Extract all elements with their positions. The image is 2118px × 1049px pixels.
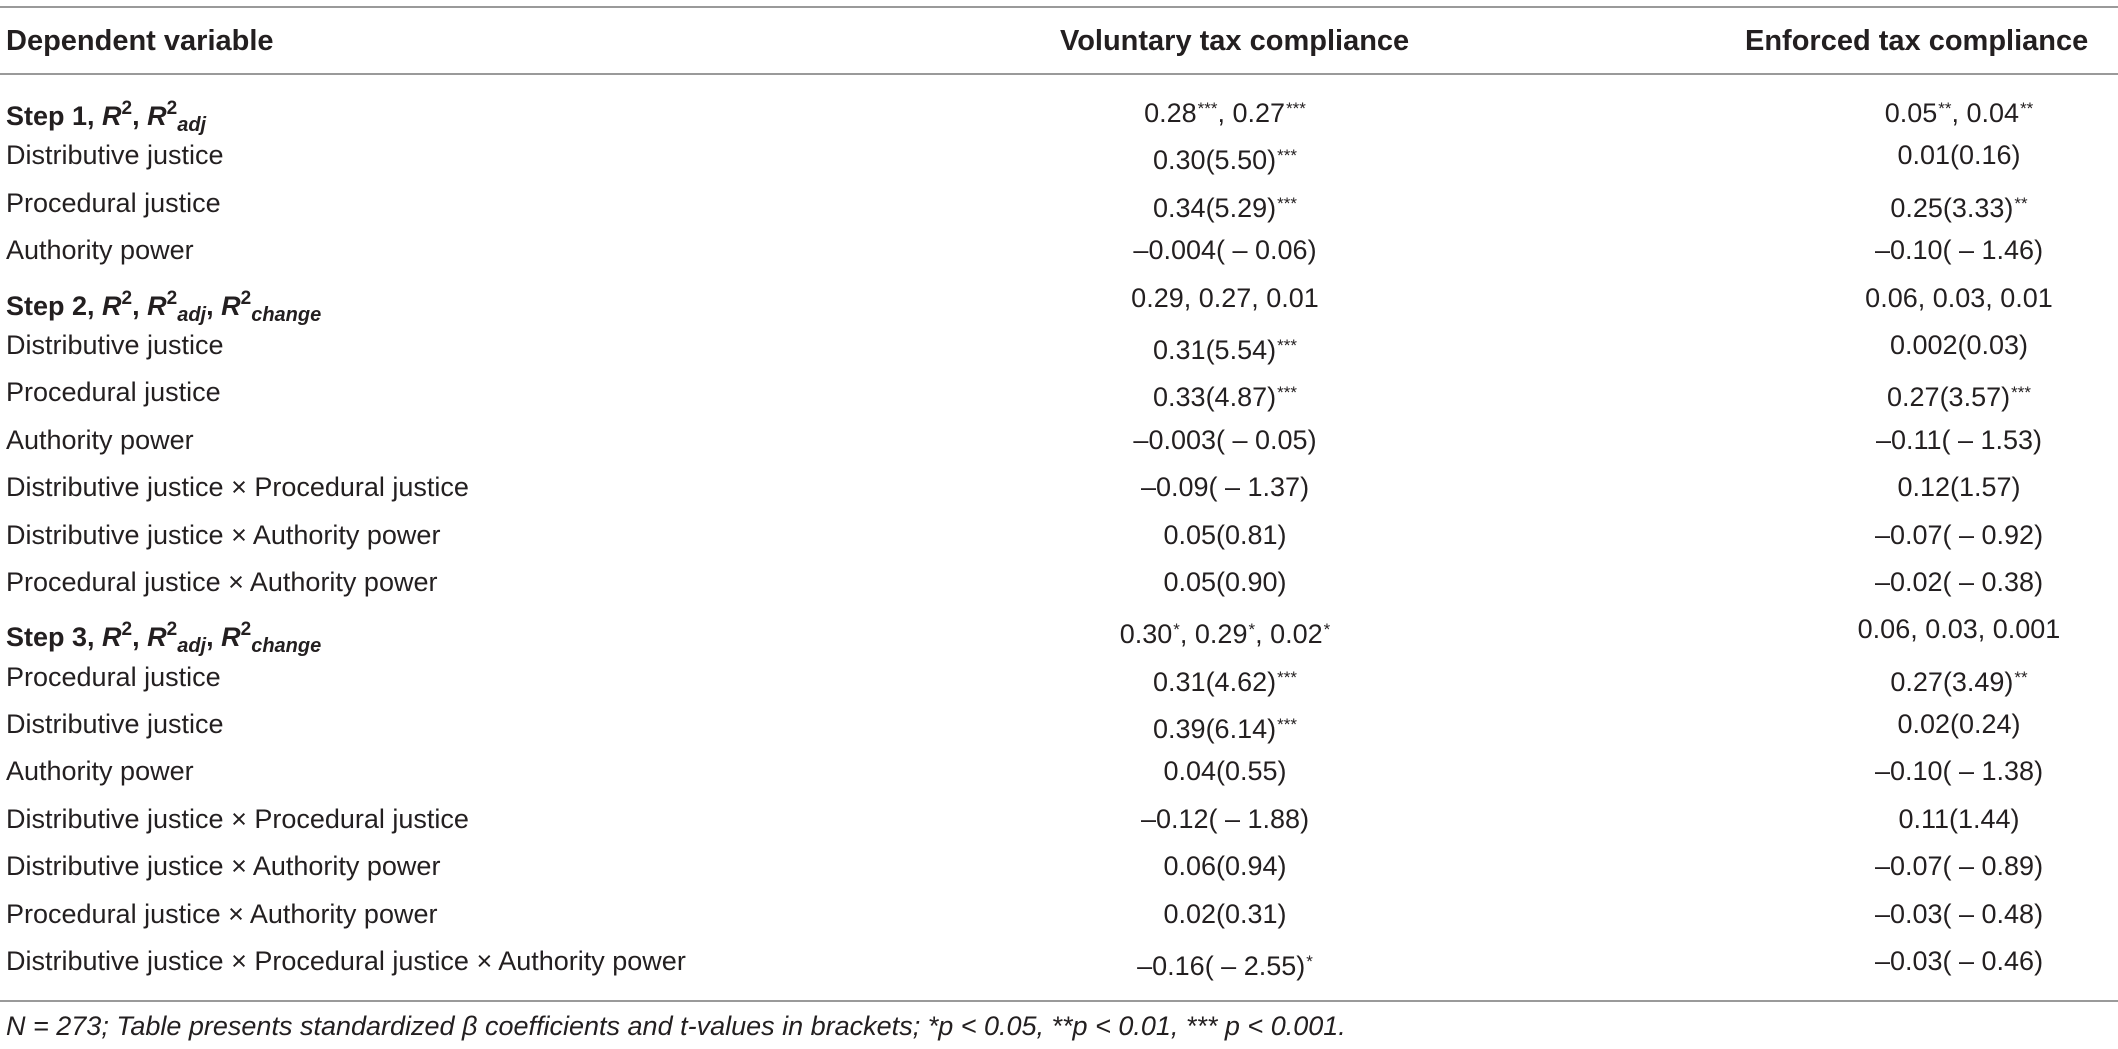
voluntary-value: –0.16( – 2.55)* xyxy=(1137,951,1313,982)
row-label: Distributive justice xyxy=(6,709,224,740)
table-row xyxy=(0,417,2118,464)
row-label: Authority power xyxy=(6,756,194,787)
table-row xyxy=(0,132,2118,179)
enforced-value: –0.02( – 0.38) xyxy=(1874,566,2044,597)
enforced-value: 0.05**, 0.04** xyxy=(1884,98,2034,128)
enforced-value: 0.25(3.33)** xyxy=(1890,192,2028,223)
enforced-value: 0.12(1.57) xyxy=(1897,472,2021,503)
table-row xyxy=(0,512,2118,559)
enforced-value: 0.06, 0.03, 0.01 xyxy=(1865,282,2053,313)
table-row xyxy=(0,701,2118,748)
voluntary-value: –0.09( – 1.37) xyxy=(1140,472,1310,503)
voluntary-value: 0.31(5.54)*** xyxy=(1153,334,1297,365)
voluntary-value: 0.04(0.55) xyxy=(1163,756,1287,787)
table-row xyxy=(0,843,2118,890)
table-row xyxy=(0,654,2118,701)
enforced-value: 0.01(0.16) xyxy=(1897,140,2021,171)
row-label: Authority power xyxy=(6,235,194,266)
enforced-value: 0.11(1.44) xyxy=(1898,803,2020,834)
table-row xyxy=(0,227,2118,274)
row-label: Distributive justice × Authority power xyxy=(6,519,441,550)
table-row xyxy=(0,891,2118,938)
row-label: Distributive justice xyxy=(6,329,224,360)
row-label: Step 3, $R^2$, $R^2_{adj}$, $R^2_{change}$ xyxy=(6,619,322,658)
row-label: Distributive justice × Authority power xyxy=(6,851,441,882)
table-row xyxy=(0,180,2118,227)
table-row xyxy=(0,464,2118,511)
column-header-voluntary: Voluntary tax compliance xyxy=(1060,25,1410,57)
voluntary-value: 0.28***, 0.27*** xyxy=(1144,98,1306,128)
enforced-value: 0.02(0.24) xyxy=(1897,709,2021,740)
table-footnote: N = 273; Table presents standardized β coefficients and t-values in brackets; *p < 0.05, **p < 0.01, *** p < 0.001. xyxy=(6,1011,1346,1041)
enforced-value: 0.002(0.03) xyxy=(1889,329,2029,360)
table-row xyxy=(0,938,2118,985)
row-label: Distributive justice × Procedural justice × Authority power xyxy=(6,946,686,977)
table-bottom-rule xyxy=(0,1000,2118,1002)
row-label: Distributive justice × Procedural justice xyxy=(6,472,469,503)
enforced-value: 0.06, 0.03, 0.001 xyxy=(1857,614,2061,645)
voluntary-value: –0.004( – 0.06) xyxy=(1133,235,1317,266)
enforced-value: –0.07( – 0.89) xyxy=(1874,851,2044,882)
voluntary-value: 0.06(0.94) xyxy=(1163,851,1287,882)
enforced-value: –0.11( – 1.53) xyxy=(1875,424,2043,455)
row-label: Procedural justice xyxy=(6,377,221,408)
voluntary-value: –0.003( – 0.05) xyxy=(1133,424,1317,455)
table-row xyxy=(0,369,2118,416)
table-body xyxy=(0,85,2118,985)
voluntary-value: –0.12( – 1.88) xyxy=(1140,803,1310,834)
enforced-value: 0.27(3.57)*** xyxy=(1887,382,2031,413)
column-header-dependent-variable: Dependent variable xyxy=(6,25,274,57)
row-label: Procedural justice xyxy=(6,187,221,218)
enforced-value: –0.10( – 1.38) xyxy=(1874,756,2044,787)
table-step-row xyxy=(0,85,2118,136)
enforced-value: 0.27(3.49)** xyxy=(1890,666,2028,697)
table-row xyxy=(0,748,2118,795)
enforced-value: –0.07( – 0.92) xyxy=(1874,519,2044,550)
row-label: Step 2, $R^2$, $R^2_{adj}$, $R^2_{change}$ xyxy=(6,287,322,326)
voluntary-value: 0.05(0.81) xyxy=(1163,519,1287,550)
row-label: Distributive justice xyxy=(6,140,224,171)
row-label: Procedural justice × Authority power xyxy=(6,566,438,597)
voluntary-value: 0.39(6.14)*** xyxy=(1153,714,1297,745)
header-rule xyxy=(0,73,2118,75)
row-label: Distributive justice × Procedural justice xyxy=(6,803,469,834)
table-row xyxy=(0,322,2118,369)
table-row xyxy=(0,796,2118,843)
table-top-rule xyxy=(0,6,2118,8)
enforced-value: –0.03( – 0.46) xyxy=(1874,946,2044,977)
voluntary-value: 0.31(4.62)*** xyxy=(1153,666,1297,697)
row-label: Authority power xyxy=(6,424,194,455)
enforced-value: –0.03( – 0.48) xyxy=(1874,898,2044,929)
row-label: Step 1, $R^2$, $R^2_{adj}$ xyxy=(6,98,207,136)
voluntary-value: 0.30*, 0.29*, 0.02* xyxy=(1119,619,1331,650)
table-row xyxy=(0,559,2118,606)
voluntary-value: 0.33(4.87)*** xyxy=(1153,382,1297,413)
voluntary-value: 0.29, 0.27, 0.01 xyxy=(1131,282,1319,313)
column-header-enforced: Enforced tax compliance xyxy=(1745,25,2089,57)
voluntary-value: 0.05(0.90) xyxy=(1163,566,1287,597)
row-label: Procedural justice xyxy=(6,661,221,692)
table-step-row xyxy=(0,606,2118,658)
table-step-row xyxy=(0,275,2118,326)
voluntary-value: 0.30(5.50)*** xyxy=(1153,145,1297,176)
row-label: Procedural justice × Authority power xyxy=(6,898,438,929)
voluntary-value: 0.34(5.29)*** xyxy=(1153,192,1297,223)
enforced-value: –0.10( – 1.46) xyxy=(1874,235,2044,266)
voluntary-value: 0.02(0.31) xyxy=(1163,898,1287,929)
